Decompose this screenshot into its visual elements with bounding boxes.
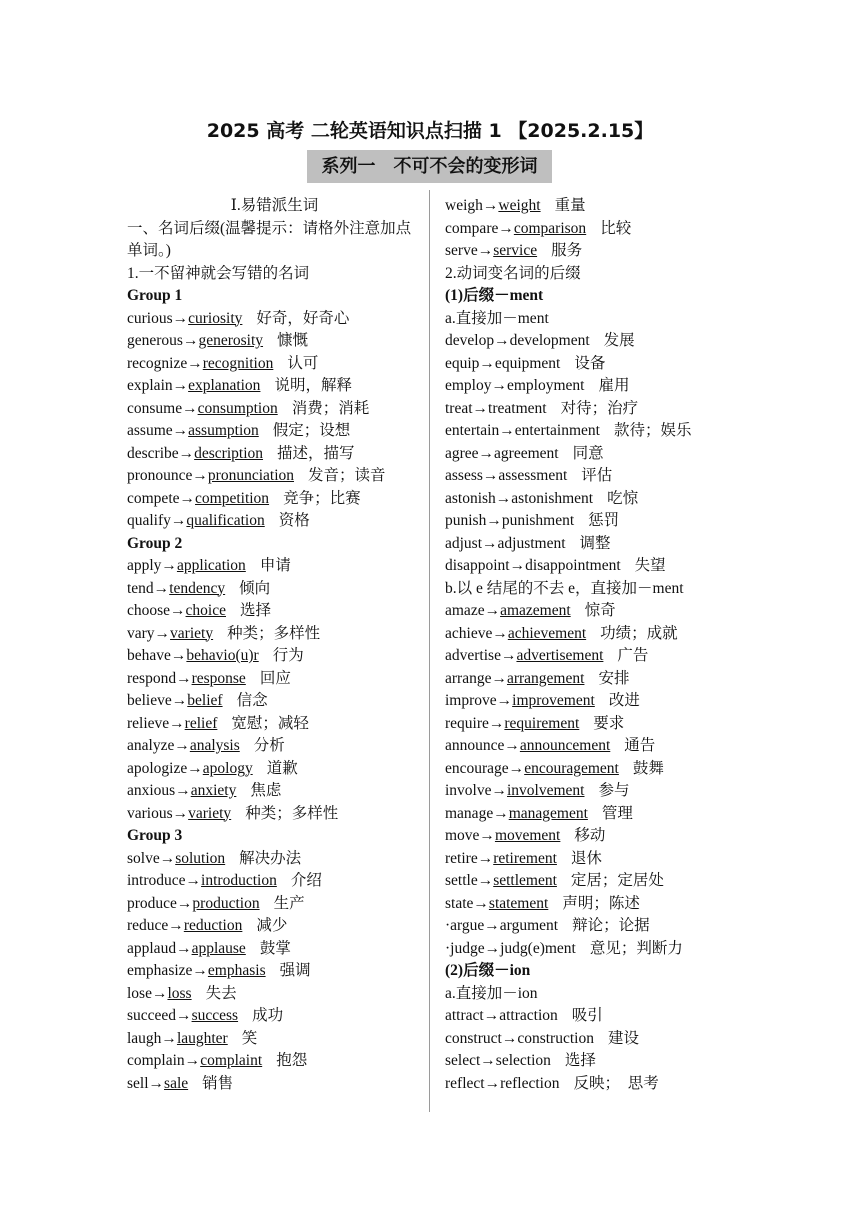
meaning: 申请 bbox=[259, 557, 291, 574]
word-list-group2 bbox=[127, 555, 422, 825]
word-list-ion-a bbox=[445, 1005, 745, 1095]
derived-word: description bbox=[194, 444, 264, 462]
meaning: 建设 bbox=[607, 1029, 639, 1047]
word-entry bbox=[445, 510, 745, 533]
base-word: attract→attraction bbox=[445, 1007, 558, 1024]
meaning: 移动 bbox=[574, 827, 606, 844]
meaning: 销售 bbox=[202, 1074, 234, 1092]
word-entry bbox=[445, 938, 745, 961]
derived-word: emphasis bbox=[207, 962, 266, 979]
meaning: 减少 bbox=[256, 917, 288, 934]
word-entry bbox=[445, 353, 745, 376]
base-word: develop→development bbox=[445, 332, 590, 349]
word-entry bbox=[445, 1028, 745, 1051]
meaning: 倾向 bbox=[239, 579, 271, 597]
meaning: 重量 bbox=[554, 197, 586, 214]
word-entry bbox=[445, 1005, 745, 1028]
derived-word: curiosity bbox=[188, 309, 243, 327]
meaning: 发音；读音 bbox=[308, 467, 386, 484]
base-word: sell→ bbox=[127, 1074, 165, 1092]
base-word: weigh→ bbox=[445, 197, 499, 214]
base-word: employ→employment bbox=[445, 377, 585, 394]
meaning: 分析 bbox=[253, 737, 285, 754]
derived-word: relief bbox=[184, 714, 218, 732]
derived-word: analysis bbox=[189, 737, 240, 754]
series-title: 系列一 不可不会的变形词 bbox=[307, 150, 552, 183]
meaning: 安排 bbox=[598, 669, 630, 687]
word-entry bbox=[445, 668, 745, 691]
word-entry bbox=[445, 600, 745, 623]
base-word: compare→ bbox=[445, 219, 514, 237]
meaning: 惊奇 bbox=[584, 602, 616, 619]
word-entry bbox=[127, 780, 422, 803]
group-heading: Group 2 bbox=[127, 534, 183, 552]
meaning: 评估 bbox=[581, 467, 613, 484]
derived-word: applause bbox=[191, 939, 246, 957]
word-entry bbox=[445, 240, 745, 263]
derived-word: success bbox=[191, 1007, 239, 1024]
word-entry bbox=[127, 488, 422, 511]
base-word: move→ bbox=[445, 827, 495, 844]
meaning: 比较 bbox=[600, 219, 632, 237]
base-word: manage→ bbox=[445, 804, 509, 822]
word-entry bbox=[127, 1005, 422, 1028]
word-entry bbox=[445, 398, 745, 421]
meaning: 设备 bbox=[574, 354, 606, 372]
meaning: 要求 bbox=[593, 714, 625, 732]
derived-word: sale bbox=[164, 1074, 189, 1092]
base-word: announce→ bbox=[445, 737, 520, 754]
meaning: 广告 bbox=[617, 647, 649, 664]
derived-word: variety bbox=[170, 624, 214, 642]
word-entry bbox=[445, 735, 745, 758]
meaning: 说明，解释 bbox=[274, 377, 352, 394]
word-entry bbox=[127, 870, 422, 893]
meaning: 好奇，好奇心 bbox=[256, 309, 350, 327]
meaning: 失去 bbox=[205, 984, 237, 1002]
derived-word: behavio(u)r bbox=[186, 647, 259, 664]
word-list-top bbox=[445, 195, 745, 263]
base-word: tend→ bbox=[127, 579, 170, 597]
word-list-group3 bbox=[127, 848, 422, 1096]
word-entry bbox=[127, 960, 422, 983]
word-entry bbox=[445, 690, 745, 713]
meaning: 雇用 bbox=[598, 377, 630, 394]
word-entry bbox=[445, 623, 745, 646]
word-entry bbox=[445, 1050, 745, 1073]
meaning: 吃惊 bbox=[607, 489, 639, 507]
meaning: 描述，描写 bbox=[277, 444, 355, 462]
word-entry bbox=[127, 510, 422, 533]
base-word: recognize→ bbox=[127, 354, 203, 372]
meaning: 笑 bbox=[241, 1029, 258, 1047]
derived-word: consumption bbox=[197, 399, 278, 417]
derived-word: introduction bbox=[201, 872, 277, 889]
derived-word: explanation bbox=[188, 377, 261, 394]
base-word: construct→construction bbox=[445, 1029, 594, 1047]
base-word: apply→ bbox=[127, 557, 177, 574]
base-word: astonish→astonishment bbox=[445, 489, 594, 507]
base-word: consume→ bbox=[127, 399, 198, 417]
meaning: 强调 bbox=[279, 962, 311, 979]
word-entry bbox=[127, 353, 422, 376]
base-word: encourage→ bbox=[445, 759, 525, 777]
meaning: 抱怨 bbox=[276, 1052, 308, 1069]
meaning: 消费；消耗 bbox=[291, 399, 370, 417]
meaning: 发展 bbox=[603, 332, 635, 349]
base-word: believe→ bbox=[127, 692, 188, 709]
derived-word: service bbox=[493, 242, 538, 259]
word-entry bbox=[127, 398, 422, 421]
base-word: choose→ bbox=[127, 602, 186, 619]
word-entry bbox=[445, 803, 745, 826]
base-word: serve→ bbox=[445, 242, 494, 259]
word-entry bbox=[127, 1073, 422, 1096]
base-word: respond→ bbox=[127, 669, 192, 687]
base-word: involve→ bbox=[445, 782, 507, 799]
meaning: 解决办法 bbox=[239, 849, 302, 867]
base-word: apologize→ bbox=[127, 759, 203, 777]
word-entry bbox=[127, 600, 422, 623]
word-entry bbox=[127, 330, 422, 353]
base-word: treat→treatment bbox=[445, 399, 547, 417]
base-word: qualify→ bbox=[127, 512, 187, 529]
word-entry bbox=[127, 555, 422, 578]
word-entry bbox=[445, 465, 745, 488]
meaning: 改进 bbox=[608, 692, 640, 709]
base-word: vary→ bbox=[127, 624, 171, 642]
base-word: various→ bbox=[127, 804, 189, 822]
meaning: 调整 bbox=[579, 534, 611, 552]
word-entry bbox=[445, 713, 745, 736]
derived-word: announcement bbox=[519, 737, 611, 754]
meaning: 选择 bbox=[564, 1052, 596, 1069]
word-entry bbox=[127, 420, 422, 443]
derived-word: application bbox=[176, 557, 246, 574]
meaning: 资格 bbox=[278, 512, 310, 529]
base-word: compete→ bbox=[127, 489, 196, 507]
meaning: 行为 bbox=[272, 647, 304, 664]
base-word: analyze→ bbox=[127, 737, 190, 754]
base-word: advertise→ bbox=[445, 647, 517, 664]
meaning: 同意 bbox=[572, 444, 604, 462]
meaning: 参与 bbox=[598, 782, 630, 799]
word-entry bbox=[127, 443, 422, 466]
rule-label: a.直接加－ment bbox=[445, 309, 549, 327]
word-entry bbox=[445, 195, 745, 218]
meaning: 信念 bbox=[236, 692, 268, 709]
derived-word: improvement bbox=[512, 692, 595, 709]
word-entry bbox=[127, 735, 422, 758]
derived-word: statement bbox=[488, 894, 549, 912]
subheading: 1.一不留神就会写错的名词 bbox=[127, 264, 310, 282]
derived-word: requirement bbox=[504, 714, 580, 732]
base-word: adjust→adjustment bbox=[445, 534, 566, 552]
meaning: 惩罚 bbox=[588, 512, 620, 529]
base-word: succeed→ bbox=[127, 1007, 192, 1024]
meaning: 声明；陈述 bbox=[562, 894, 640, 912]
base-word: curious→ bbox=[127, 309, 189, 327]
derived-word: settlement bbox=[493, 872, 557, 889]
meaning: 意见；判断力 bbox=[589, 939, 683, 957]
base-word: entertain→entertainment bbox=[445, 422, 600, 439]
derived-word: involvement bbox=[507, 782, 585, 799]
meaning: 款待；娱乐 bbox=[613, 422, 692, 439]
derived-word: belief bbox=[187, 692, 223, 709]
word-entry bbox=[445, 218, 745, 241]
derived-word: laughter bbox=[176, 1029, 228, 1047]
word-entry bbox=[445, 375, 745, 398]
derived-word: qualification bbox=[186, 512, 265, 529]
meaning: 慷慨 bbox=[277, 332, 309, 349]
meaning: 成功 bbox=[252, 1007, 284, 1024]
meaning: 生产 bbox=[273, 894, 305, 912]
derived-word: amazement bbox=[500, 602, 571, 619]
derived-word: comparison bbox=[513, 219, 587, 237]
base-word: equip→equipment bbox=[445, 354, 561, 372]
word-entry bbox=[127, 1050, 422, 1073]
rule-label: a.直接加－ion bbox=[445, 984, 538, 1002]
word-entry bbox=[127, 668, 422, 691]
base-word: settle→ bbox=[445, 872, 494, 889]
base-word: laugh→ bbox=[127, 1029, 177, 1047]
meaning: 吸引 bbox=[571, 1007, 603, 1024]
base-word: agree→agreement bbox=[445, 444, 559, 462]
derived-word: production bbox=[192, 894, 260, 912]
meaning: 辩论；论据 bbox=[572, 917, 650, 934]
word-entry bbox=[445, 1073, 745, 1096]
derived-word: retirement bbox=[493, 849, 557, 867]
word-entry bbox=[445, 915, 745, 938]
word-entry bbox=[445, 848, 745, 871]
base-word: lose→ bbox=[127, 984, 168, 1002]
derived-word: encouragement bbox=[524, 759, 619, 777]
derived-word: apology bbox=[202, 759, 253, 777]
base-word: pronounce→ bbox=[127, 467, 208, 484]
derived-word: solution bbox=[175, 849, 226, 867]
word-entry bbox=[127, 465, 422, 488]
derived-word: management bbox=[508, 804, 588, 822]
base-word: ·argue→argument bbox=[445, 917, 559, 934]
word-entry bbox=[445, 330, 745, 353]
derived-word: generosity bbox=[198, 332, 264, 349]
word-entry bbox=[127, 803, 422, 826]
base-word: amaze→ bbox=[445, 602, 501, 619]
derived-word: reduction bbox=[183, 917, 243, 934]
word-entry bbox=[445, 870, 745, 893]
word-entry bbox=[445, 758, 745, 781]
meaning: 焦虑 bbox=[250, 782, 282, 799]
meaning: 鼓舞 bbox=[632, 759, 664, 777]
rule-label: b.以 e 结尾的不去 e，直接加－ment bbox=[445, 579, 684, 597]
word-entry bbox=[445, 893, 745, 916]
base-word: solve→ bbox=[127, 849, 176, 867]
word-list-ment-a bbox=[445, 330, 745, 578]
word-entry bbox=[127, 623, 422, 646]
base-word: emphasize→ bbox=[127, 962, 208, 979]
derived-word: anxiety bbox=[190, 782, 237, 799]
word-entry bbox=[127, 578, 422, 601]
column-divider bbox=[429, 190, 430, 1112]
word-entry bbox=[127, 1028, 422, 1051]
word-list-ment-special bbox=[445, 915, 745, 960]
derived-word: variety bbox=[188, 804, 232, 822]
base-word: complain→ bbox=[127, 1052, 201, 1069]
heading-noun-suffix: 一、名词后缀(温馨提示：请格外注意加点单词。) bbox=[127, 219, 412, 259]
base-word: state→ bbox=[445, 894, 489, 912]
base-word: explain→ bbox=[127, 377, 189, 394]
base-word: disappoint→disappointment bbox=[445, 557, 621, 574]
word-entry bbox=[127, 848, 422, 871]
meaning: 种类；多样性 bbox=[245, 804, 339, 822]
word-entry bbox=[127, 645, 422, 668]
word-entry bbox=[445, 533, 745, 556]
base-word: improve→ bbox=[445, 692, 513, 709]
right-column bbox=[445, 195, 745, 1095]
meaning: 鼓掌 bbox=[259, 939, 291, 957]
suffix-heading: (2)后缀－ion bbox=[445, 962, 531, 979]
word-entry bbox=[127, 758, 422, 781]
meaning: 假定；设想 bbox=[272, 422, 351, 439]
word-entry bbox=[127, 308, 422, 331]
meaning: 退休 bbox=[570, 849, 602, 867]
base-word: achieve→ bbox=[445, 624, 508, 642]
derived-word: achievement bbox=[507, 624, 587, 642]
derived-word: tendency bbox=[169, 579, 226, 597]
meaning: 管理 bbox=[601, 804, 633, 822]
word-entry bbox=[127, 713, 422, 736]
word-entry bbox=[445, 443, 745, 466]
base-word: assume→ bbox=[127, 422, 189, 439]
word-list-ment-b bbox=[445, 600, 745, 915]
meaning: 介绍 bbox=[290, 872, 322, 889]
word-entry bbox=[127, 983, 422, 1006]
subheading: 2.动词变名词的后缀 bbox=[445, 264, 581, 282]
base-word: select→selection bbox=[445, 1052, 551, 1069]
derived-word: movement bbox=[494, 827, 561, 844]
word-entry bbox=[445, 420, 745, 443]
meaning: 道歉 bbox=[266, 759, 298, 777]
meaning: 通告 bbox=[624, 737, 656, 754]
base-word: anxious→ bbox=[127, 782, 191, 799]
meaning: 失望 bbox=[634, 557, 666, 574]
derived-word: advertisement bbox=[516, 647, 604, 664]
word-entry bbox=[445, 825, 745, 848]
suffix-heading: (1)后缀－ment bbox=[445, 287, 544, 304]
base-word: punish→punishment bbox=[445, 512, 575, 529]
meaning: 定居；定居处 bbox=[570, 872, 664, 889]
base-word: arrange→ bbox=[445, 669, 507, 687]
meaning: 种类；多样性 bbox=[227, 624, 321, 642]
left-column bbox=[127, 195, 422, 1095]
base-word: introduce→ bbox=[127, 872, 202, 889]
section-title: Ⅰ.易错派生词 bbox=[230, 197, 319, 214]
derived-word: complaint bbox=[200, 1052, 263, 1069]
base-word: describe→ bbox=[127, 444, 195, 462]
meaning: 竞争；比赛 bbox=[283, 489, 361, 507]
word-entry bbox=[445, 488, 745, 511]
derived-word: arrangement bbox=[506, 669, 585, 687]
derived-word: assumption bbox=[188, 422, 259, 439]
derived-word: response bbox=[191, 669, 246, 687]
base-word: reflect→reflection bbox=[445, 1074, 560, 1092]
meaning: 反映； 思考 bbox=[573, 1074, 659, 1092]
meaning: 回应 bbox=[259, 669, 291, 687]
derived-word: recognition bbox=[202, 354, 274, 372]
meaning: 对待；治疗 bbox=[560, 399, 639, 417]
derived-word: pronunciation bbox=[207, 467, 295, 484]
meaning: 宽慰；减轻 bbox=[231, 714, 309, 732]
word-entry bbox=[445, 555, 745, 578]
base-word: relieve→ bbox=[127, 714, 185, 732]
base-word: behave→ bbox=[127, 647, 187, 664]
derived-word: choice bbox=[185, 602, 226, 619]
base-word: ·judge→judg(e)ment bbox=[445, 939, 576, 957]
base-word: applaud→ bbox=[127, 939, 192, 957]
word-entry bbox=[127, 893, 422, 916]
base-word: require→ bbox=[445, 714, 505, 732]
derived-word: loss bbox=[167, 984, 192, 1002]
word-entry bbox=[127, 915, 422, 938]
meaning: 功绩；成就 bbox=[600, 624, 678, 642]
group-heading: Group 3 bbox=[127, 827, 183, 844]
derived-word: weight bbox=[498, 197, 541, 214]
base-word: generous→ bbox=[127, 332, 199, 349]
derived-word: competition bbox=[195, 489, 270, 507]
word-entry bbox=[127, 690, 422, 713]
word-entry bbox=[127, 938, 422, 961]
word-list-group1 bbox=[127, 308, 422, 533]
page-title: 2025 高考 二轮英语知识点扫描 1 【2025.2.15】 bbox=[206, 120, 654, 142]
meaning: 认可 bbox=[287, 354, 319, 372]
word-entry bbox=[445, 780, 745, 803]
base-word: retire→ bbox=[445, 849, 494, 867]
base-word: produce→ bbox=[127, 894, 193, 912]
base-word: assess→assessment bbox=[445, 467, 568, 484]
meaning: 服务 bbox=[551, 242, 583, 259]
word-entry bbox=[127, 375, 422, 398]
base-word: reduce→ bbox=[127, 917, 184, 934]
meaning: 选择 bbox=[240, 602, 272, 619]
word-entry bbox=[445, 645, 745, 668]
group-heading: Group 1 bbox=[127, 287, 183, 304]
